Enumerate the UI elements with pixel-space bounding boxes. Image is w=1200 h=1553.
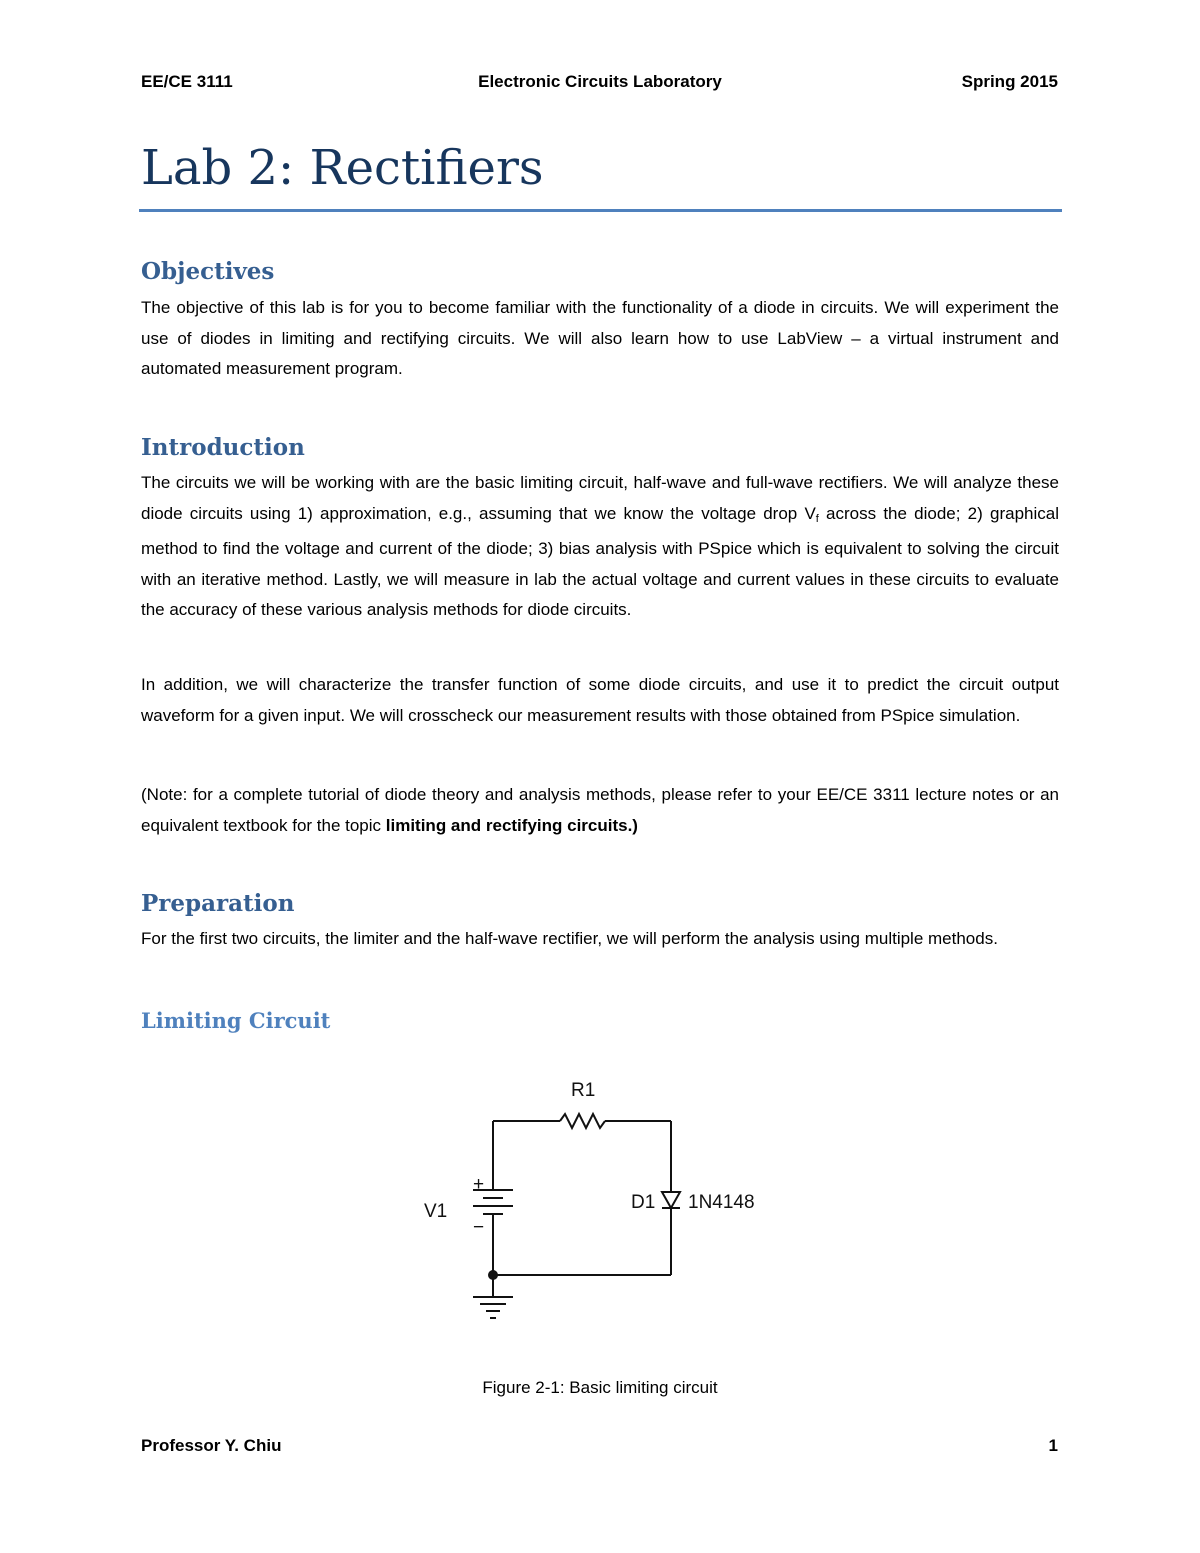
resistor-r1-symbol [560,1114,605,1128]
title-underline [139,209,1062,212]
footer-page-number: 1 [1048,1436,1058,1455]
header-term: Spring 2015 [961,72,1058,91]
voltage-drop-subscript: f [815,512,819,525]
header-course-title: Electronic Circuits Laboratory [478,72,722,91]
limiting-circuit-schematic [410,1070,810,1330]
source-label: V1 [424,1201,448,1222]
figure-caption: Figure 2-1: Basic limiting circuit [482,1378,718,1397]
diode-d1-symbol [662,1192,680,1208]
header-course-code: EE/CE 3111 [141,72,233,91]
diode-part-number: 1N4148 [688,1192,755,1213]
diode-label: D1 [631,1192,656,1213]
introduction-note [141,780,1059,841]
battery-plus-sign: + [473,1174,485,1195]
introduction-paragraph-1 [141,468,1059,626]
resistor-label: R1 [571,1080,596,1101]
objectives-paragraph: The objective of this lab is for you to become familiar with the functionality of a diode in circuits. We will experiment the use of diodes in limiting and rectifying circuits. We will also learn how to use LabView – a virtual instrument and automated measurement program. [141,298,1059,378]
preparation-paragraph: For the first two circuits, the limiter and the half-wave rectifier, we will perform the analysis using multiple methods. [141,929,998,948]
note-bold-topic: limiting and rectifying circuits.) [385,815,638,835]
intro-p1-text: The circuits we will be working with are the basic limiting circuit, half-wave and full-wave rectifiers. We will analyze these diode circuits using 1) approximation, e.g., assuming that we know the voltage drop V [141,473,1059,523]
introduction-heading: Introduction [141,434,305,461]
preparation-heading: Preparation [141,890,295,917]
battery-minus-sign: − [473,1217,485,1238]
note-text: (Note: for a complete tutorial of diode theory and analysis methods, please refer to your EE/CE 3311 lecture notes or an equivalent textbook for the topic [141,785,1059,835]
objectives-heading: Objectives [141,258,275,285]
limiting-circuit-heading: Limiting Circuit [141,1008,331,1033]
intro-p1-text-continued: across the diode; 2) graphical method to find the voltage and current of the diode; 3) bias analysis with PSpice which is equivalent to solving the circuit with an iterative method. Lastly, we will measure in lab the actual voltage and current values in these circuits to evaluate the accuracy of these various analysis methods for diode circuits. [141,503,1059,619]
footer-author: Professor Y. Chiu [141,1436,282,1455]
introduction-paragraph-2: In addition, we will characterize the transfer function of some diode circuits, and use it to predict the circuit output waveform for a given input. We will crosscheck our measurement results with those obtained from PSpice simulation. [141,675,1059,725]
page-title: Lab 2: Rectifiers [141,140,544,196]
